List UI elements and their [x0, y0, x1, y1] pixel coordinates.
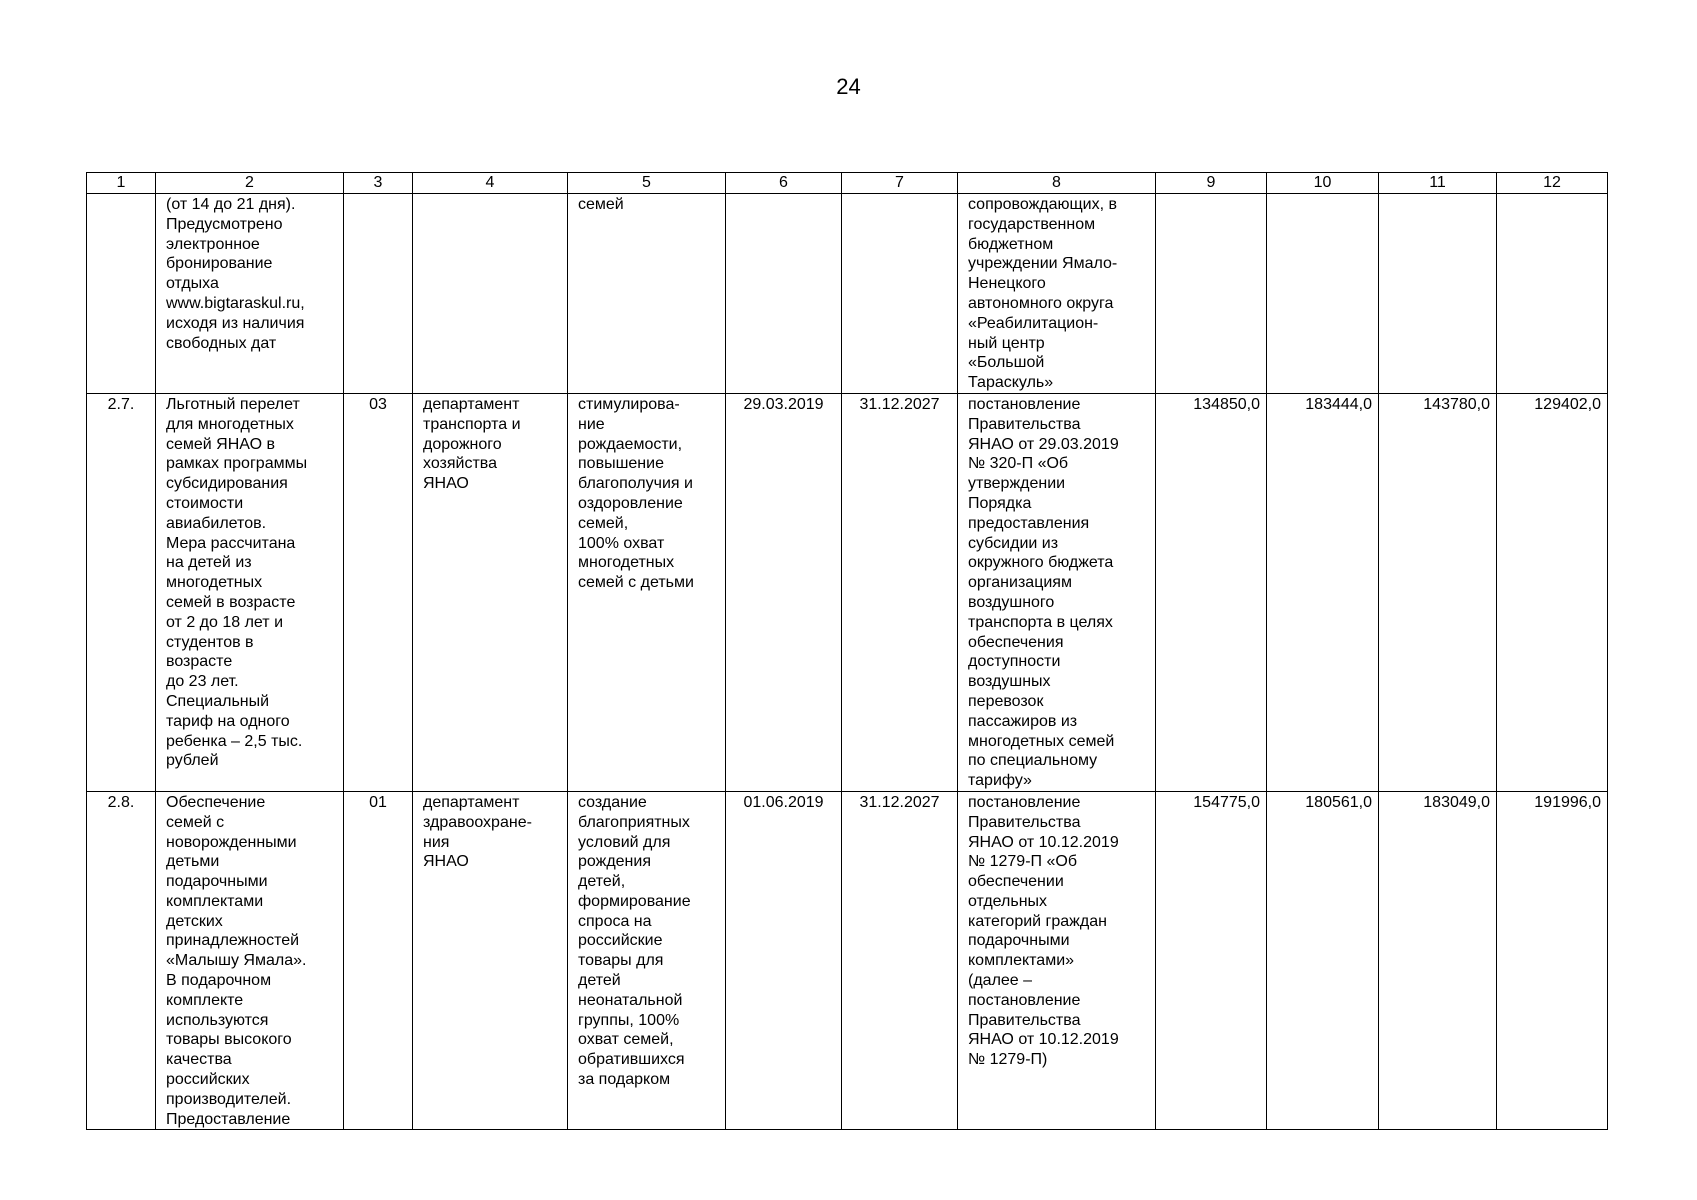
- column-header: 5: [568, 173, 726, 194]
- value-cell-10: 183444,0: [1267, 393, 1379, 791]
- table-row: [87, 194, 1608, 394]
- value-cell-11: 183049,0: [1379, 791, 1497, 1130]
- start-date-cell: [726, 194, 842, 394]
- header-row: [87, 173, 1608, 194]
- column-header: 4: [413, 173, 568, 194]
- value-cell-9: 134850,0: [1156, 393, 1267, 791]
- description-cell: Льготный перелет для многодетных семей ЯНАО в рамках программы субсидирования стоимости авиабилетов. Мера рассчитана на детей из многодетных семей в возрасте от 2 до 18 лет и студентов в возрасте до 23 лет. Специальный тариф на одного ребенка – 2,5 тыс. рублей: [156, 393, 344, 791]
- legal-basis-cell: сопровождающих, в государственном бюджетном учреждении Ямало- Ненецкого автономного округа «Реабилитацион- ный центр «Большой Тараскуль»: [958, 194, 1156, 394]
- department-cell: департамент здравоохране- ния ЯНАО: [413, 791, 568, 1130]
- value-cell-10: [1267, 194, 1379, 394]
- column-header: 6: [726, 173, 842, 194]
- row-number-cell: 2.8.: [87, 791, 156, 1130]
- legal-basis-cell: постановление Правительства ЯНАО от 29.03.2019 № 320-П «Об утверждении Порядка предоставления субсидии из окружного бюджета организациям воздушного транспорта в целях обеспечения доступности воздушных перевозок пассажиров из многодетных семей по специальному тарифу»: [958, 393, 1156, 791]
- column-header: 8: [958, 173, 1156, 194]
- measures-table: [86, 172, 1608, 1130]
- goal-cell: создание благоприятных условий для рождения детей, формирование спроса на российские товары для детей неонатальной группы, 100% охват семей, обратившихся за подарком: [568, 791, 726, 1130]
- row-number-cell: [87, 194, 156, 394]
- code-cell: 03: [344, 393, 413, 791]
- page-number: 24: [836, 74, 861, 99]
- start-date-cell: 01.06.2019: [726, 791, 842, 1130]
- column-header: 2: [156, 173, 344, 194]
- goal-cell: стимулирова- ние рождаемости, повышение благополучия и оздоровление семей, 100% охват многодетных семей с детьми: [568, 393, 726, 791]
- code-cell: [344, 194, 413, 394]
- value-cell-11: 143780,0: [1379, 393, 1497, 791]
- description-cell: (от 14 до 21 дня). Предусмотрено электронное бронирование отдыха www.bigtaraskul.ru, исходя из наличия свободных дат: [156, 194, 344, 394]
- end-date-cell: [842, 194, 958, 394]
- table-row: [87, 791, 1608, 1130]
- column-header: 12: [1497, 173, 1608, 194]
- table-row: [87, 393, 1608, 791]
- value-cell-12: 129402,0: [1497, 393, 1608, 791]
- value-cell-9: [1156, 194, 1267, 394]
- end-date-cell: 31.12.2027: [842, 393, 958, 791]
- value-cell-10: 180561,0: [1267, 791, 1379, 1130]
- goal-cell: семей: [568, 194, 726, 394]
- column-header: 9: [1156, 173, 1267, 194]
- column-header: 7: [842, 173, 958, 194]
- end-date-cell: 31.12.2027: [842, 791, 958, 1130]
- department-cell: департамент транспорта и дорожного хозяйства ЯНАО: [413, 393, 568, 791]
- code-cell: 01: [344, 791, 413, 1130]
- value-cell-11: [1379, 194, 1497, 394]
- value-cell-12: 191996,0: [1497, 791, 1608, 1130]
- column-header: 1: [87, 173, 156, 194]
- value-cell-12: [1497, 194, 1608, 394]
- description-cell: Обеспечение семей с новорожденными детьми подарочными комплектами детских принадлежностей «Малышу Ямала». В подарочном комплекте используются товары высокого качества российских производителей. Предоставление: [156, 791, 344, 1130]
- start-date-cell: 29.03.2019: [726, 393, 842, 791]
- department-cell: [413, 194, 568, 394]
- column-header: 10: [1267, 173, 1379, 194]
- column-header: 11: [1379, 173, 1497, 194]
- legal-basis-cell: постановление Правительства ЯНАО от 10.12.2019 № 1279-П «Об обеспечении отдельных категорий граждан подарочными комплектами» (далее – постановление Правительства ЯНАО от 10.12.2019 № 1279-П): [958, 791, 1156, 1130]
- value-cell-9: 154775,0: [1156, 791, 1267, 1130]
- row-number-cell: 2.7.: [87, 393, 156, 791]
- column-header: 3: [344, 173, 413, 194]
